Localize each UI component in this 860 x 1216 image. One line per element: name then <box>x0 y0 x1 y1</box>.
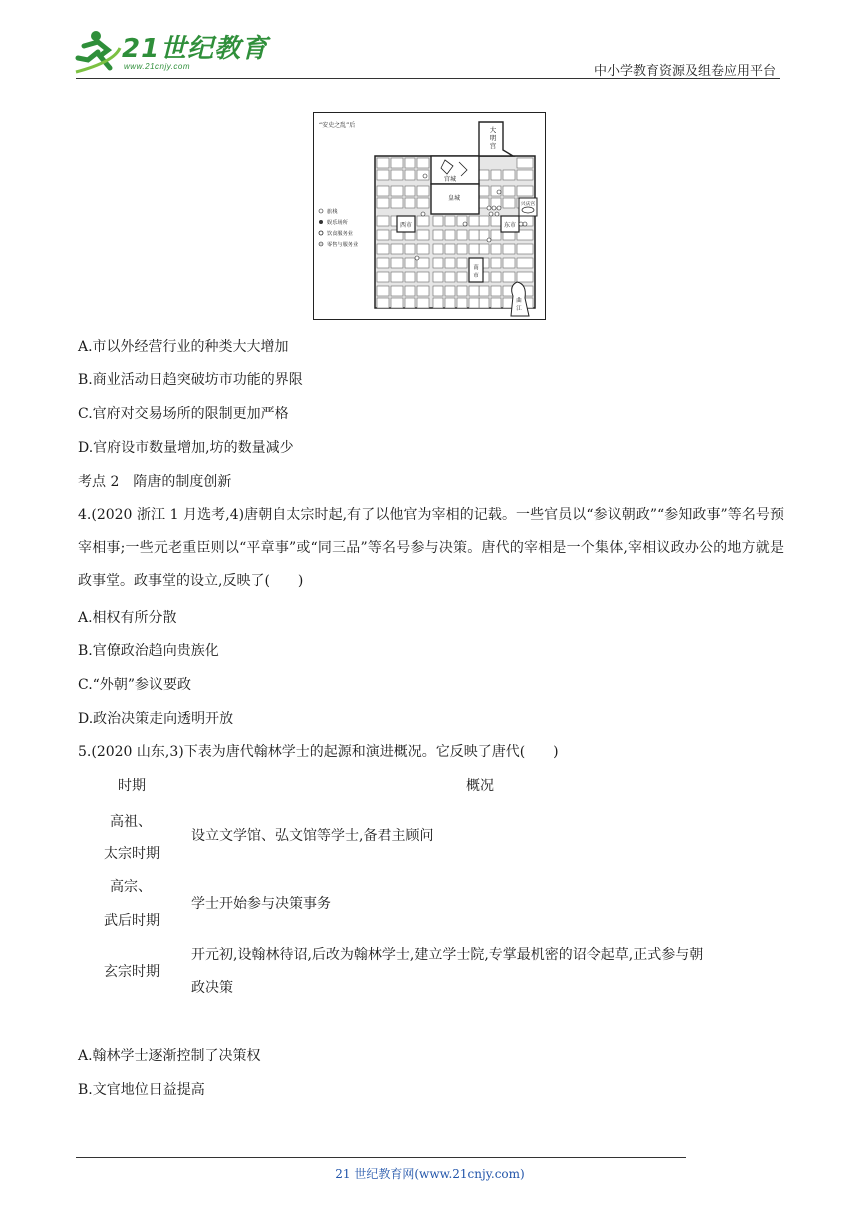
q4-option-b: B.官僚政治趋向贵族化 <box>78 643 219 659</box>
map-ward <box>433 216 443 226</box>
svg-text:南: 南 <box>473 265 479 271</box>
map-ward <box>417 198 429 208</box>
q4-option-c: C.“外朝”参议要政 <box>78 677 191 693</box>
map-ward <box>445 272 455 282</box>
map-ward <box>391 286 403 296</box>
map-ward <box>479 170 489 180</box>
q4-option-a: A.相权有所分散 <box>78 610 177 626</box>
map-ward <box>445 258 455 268</box>
map-ward <box>391 170 403 180</box>
map-ward <box>445 298 455 308</box>
map-ward <box>417 158 429 168</box>
map-ward <box>433 230 443 240</box>
map-ward <box>491 272 501 282</box>
svg-text:江: 江 <box>516 306 522 312</box>
map-ward <box>491 170 501 180</box>
logo-text: 21世纪教育 <box>122 34 269 64</box>
map-ward <box>405 272 415 282</box>
map-ward <box>503 272 515 282</box>
map-ward <box>503 198 515 208</box>
map-ward <box>469 298 479 308</box>
q3-option-b: B.商业活动日趋突破坊市功能的界限 <box>78 372 303 388</box>
map-ward <box>405 186 415 196</box>
header-divider <box>76 78 780 79</box>
map-ward <box>433 244 443 254</box>
map-ward <box>391 244 403 254</box>
map-ward <box>377 258 389 268</box>
q5-stem: 5.(2020 山东,3)下表为唐代翰林学士的起源和演进概况。它反映了唐代( ) <box>78 744 559 760</box>
map-ward <box>405 158 415 168</box>
changan-city-map <box>313 112 546 320</box>
map-ward <box>417 216 429 226</box>
map-ward <box>503 170 515 180</box>
q3-option-c: C.官府对交易场所的限制更加严格 <box>78 406 289 422</box>
table-header-period: 时期 <box>118 778 146 794</box>
q3-option-d: D.官府设市数量增加,坊的数量减少 <box>78 440 294 456</box>
table-row-1-desc: 设立文学馆、弘文馆等学士,备君主顾问 <box>191 828 434 844</box>
map-ward <box>417 230 429 240</box>
map-ward <box>503 258 515 268</box>
svg-text:皇城: 皇城 <box>447 195 461 202</box>
svg-text:曲: 曲 <box>516 298 522 304</box>
table-header-desc: 概况 <box>466 778 494 794</box>
map-ward <box>517 158 533 168</box>
map-ward <box>405 170 415 180</box>
map-ward <box>479 186 489 196</box>
map-ward <box>417 286 429 296</box>
footer-divider <box>76 1157 686 1158</box>
map-ward <box>433 272 443 282</box>
map-ward <box>457 286 467 296</box>
svg-text:饮食服务业: 饮食服务业 <box>327 231 353 237</box>
header-platform-text: 中小学教育资源及组卷应用平台 <box>593 64 776 79</box>
map-ward <box>517 244 533 254</box>
map-ward <box>417 258 429 268</box>
map-ward <box>377 286 389 296</box>
map-ward <box>469 244 479 254</box>
map-ward <box>469 286 479 296</box>
map-ward <box>491 258 501 268</box>
map-title: “安史之乱”后 <box>319 122 356 129</box>
map-ward <box>517 170 533 180</box>
table-row-3-period: 玄宗时期 <box>104 964 160 980</box>
map-ward <box>405 244 415 254</box>
map-ward <box>457 298 467 308</box>
svg-text:市: 市 <box>473 273 479 279</box>
svg-text:东市: 东市 <box>503 222 517 229</box>
map-ward <box>491 216 501 226</box>
q5-option-b: B.文官地位日益提高 <box>78 1082 205 1098</box>
svg-text:旅栈: 旅栈 <box>327 209 338 215</box>
map-ward <box>377 230 389 240</box>
table-row-2-desc: 学士开始参与决策事务 <box>191 896 331 912</box>
map-ward <box>457 244 467 254</box>
map-ward <box>517 258 533 268</box>
map-ward <box>377 170 389 180</box>
table-row-3-desc-line2: 政决策 <box>191 980 233 996</box>
q3-option-a: A.市以外经营行业的种类大大增加 <box>78 339 289 355</box>
map-ward <box>405 258 415 268</box>
map-ward <box>391 258 403 268</box>
map-ward <box>491 286 501 296</box>
map-ward <box>433 258 443 268</box>
map-ward <box>491 244 501 254</box>
map-ward <box>391 186 403 196</box>
table-row-2-period-b: 武后时期 <box>104 913 160 929</box>
map-ward <box>405 198 415 208</box>
map-ward <box>457 258 467 268</box>
map-ward <box>517 186 533 196</box>
map-ward <box>377 244 389 254</box>
svg-text:娱乐场所: 娱乐场所 <box>327 220 348 226</box>
map-ward <box>479 244 489 254</box>
map-ward <box>469 216 479 226</box>
table-row-3-desc-line1: 开元初,设翰林待诏,后改为翰林学士,建立学士院,专掌最机密的诏令起草,正式参与朝 <box>191 947 704 963</box>
map-ward <box>445 244 455 254</box>
map-ward <box>457 272 467 282</box>
map-ward <box>479 216 489 226</box>
map-ward <box>391 298 403 308</box>
svg-text:兴庆宫: 兴庆宫 <box>520 202 536 207</box>
svg-text:大: 大 <box>489 126 497 134</box>
map-ward <box>503 244 515 254</box>
table-row-1-period-a: 高祖、 <box>110 814 152 830</box>
map-ward <box>445 216 455 226</box>
svg-text:零售与服务业: 零售与服务业 <box>327 242 359 248</box>
map-ward <box>377 158 389 168</box>
logo-url: www.21cnjy.com <box>124 62 190 71</box>
map-ward <box>445 286 455 296</box>
map-ward <box>377 216 389 226</box>
map-ward <box>479 286 489 296</box>
map-ward <box>457 230 467 240</box>
svg-text:宫城: 宫城 <box>443 176 457 183</box>
map-ward <box>445 230 455 240</box>
map-ward <box>479 298 489 308</box>
map-ward <box>517 272 533 282</box>
section-heading: 考点 2 隋唐的制度创新 <box>78 474 232 490</box>
map-ward <box>405 286 415 296</box>
table-row-2-period-a: 高宗、 <box>110 879 152 895</box>
map-ward <box>405 298 415 308</box>
map-ward <box>491 298 501 308</box>
map-ward <box>417 298 429 308</box>
map-ward <box>503 186 515 196</box>
q4-stem: 4.(2020 浙江 1 月选考,4)唐朝自太宗时起,有了以他官为宰相的记载。一些官员以“参议朝政”“参知政事”等名号预宰相事;一些元老重臣则以“平章事”或“同三品”等名号参与决策。唐代的宰相是一个集体,宰相议政办公的地方就是政事堂。政事堂的设立,反映了( ) <box>78 507 784 589</box>
map-ward <box>491 230 501 240</box>
map-ward <box>391 272 403 282</box>
svg-text:明: 明 <box>489 134 497 142</box>
map-ward <box>417 244 429 254</box>
map-ward <box>469 230 479 240</box>
map-ward <box>417 272 429 282</box>
q4-option-d: D.政治决策走向透明开放 <box>78 711 234 727</box>
map-ward <box>377 186 389 196</box>
map-ward <box>377 198 389 208</box>
map-ward <box>377 272 389 282</box>
svg-text:西市: 西市 <box>399 222 413 229</box>
map-ward <box>433 298 443 308</box>
svg-text:宫: 宫 <box>489 142 497 150</box>
table-row-1-period-b: 太宗时期 <box>104 846 160 862</box>
map-ward <box>377 298 389 308</box>
map-ward <box>433 286 443 296</box>
map-ward <box>391 198 403 208</box>
map-ward <box>391 158 403 168</box>
q5-option-a: A.翰林学士逐渐控制了决策权 <box>78 1048 261 1064</box>
map-ward <box>417 186 429 196</box>
footer-link[interactable]: 21 世纪教育网(www.21cnjy.com) <box>335 1167 525 1181</box>
